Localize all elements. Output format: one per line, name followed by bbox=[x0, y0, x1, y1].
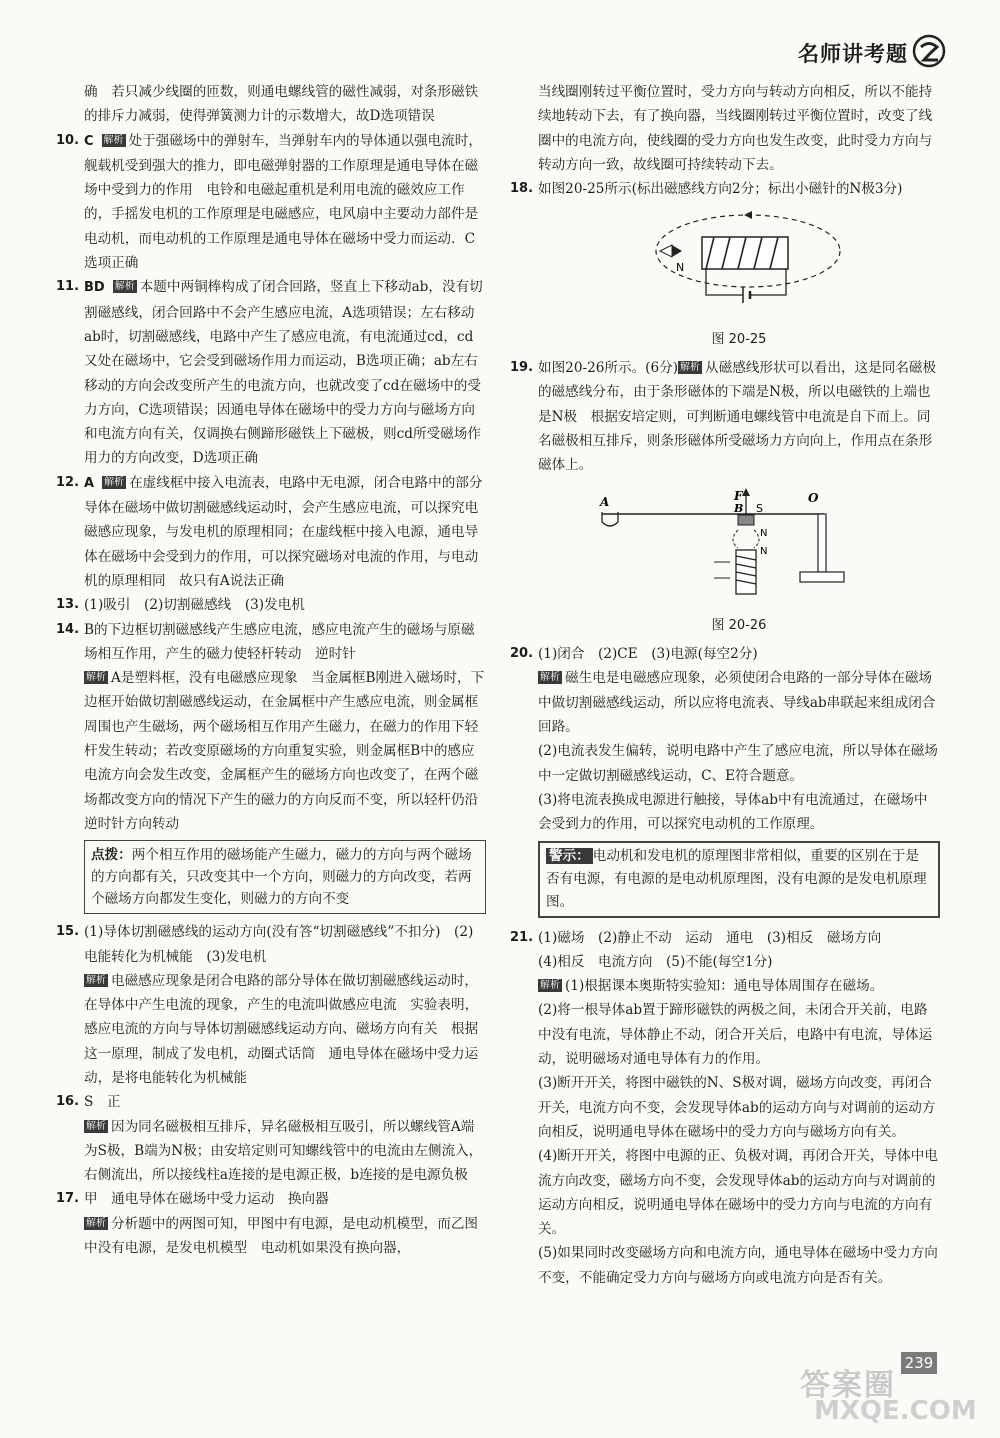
watermark-logo: 答案圈 bbox=[800, 1368, 896, 1403]
analysis-tag: 解析 bbox=[86, 974, 106, 986]
header-title: 名师讲考题 bbox=[798, 42, 908, 66]
analysis-text: A是塑料框，没有电磁感应现象 当金属框B刚进入磁场时，下边框开始做切割磁感线运动，在金属框中产生感应电流，则金属框周围也产生磁场，两个磁场相互作用产生磁力，在磁力的作用下轻杆发生转动；若改变原磁场的方向重复实验，则金属框B中的感应电流方向会发生改变，金属框产生的磁场方向也改变了，在两个磁场都改变方向的情况下产生的磁力的方向反而不变，所以轻杆仍沿逆时针方向转动 bbox=[84, 670, 485, 832]
answer-item-12: 12. A 解析 在虚线框中接入电流表，电路中无电源，闭合电路中的部分导体在磁场中做切割磁感线运动时，会产生感应电流，可以探究电磁感应现象，与发电机的原理相同；在虚线框中接入电源，通电导体在磁场中会受到力的作用，可以探究磁场对电流的作用，与电动机的原理相同 故只有A说法正确 bbox=[56, 474, 483, 589]
analysis-tag: 解析 bbox=[86, 1120, 106, 1132]
lever-magnet-diagram bbox=[538, 484, 938, 606]
answer-choice: C bbox=[84, 133, 94, 149]
answer-21-line2: (4)相反 电流方向 (5)不能(每空1分) bbox=[538, 953, 773, 970]
label-a: A bbox=[600, 494, 610, 509]
warning-label: 警示： bbox=[546, 848, 593, 864]
label-b: B bbox=[734, 501, 744, 515]
label-n-bottom: N bbox=[760, 545, 768, 557]
page-number: 239 bbox=[901, 1352, 937, 1374]
analysis-21-p2: (2)将一根导体ab置于蹄形磁铁的两极之间，未闭合开关前，电路中没有电流，导体静止不动，闭合开关后，电路中有电流，导体运动，说明磁场对通电导体有力的作用。 bbox=[538, 1002, 933, 1068]
analysis-21-p1: 解析 (1)根据课本奥斯特实验知：通电导体周围存在磁场。 bbox=[540, 978, 884, 995]
analysis-text: 本题中两铜棒构成了闭合回路，竖直上下移动ab，没有切割磁感线，闭合回路中不会产生感应电流，A选项错误；左右移动ab时，切割磁感线，电路中产生了感应电流，有电流通过cd，cd又处在磁场中，它会受到磁场作用力而运动，B选项正确；ab左右移动的方向会改变所产生的电流方向，也就改变了cd在磁场中的受力方向，C选项错误；因通电导体在磁场中的受力方向与磁场方向和电流方向有关，仅调换右侧蹄形磁铁上下磁极，则cd所受磁场作用力的方向改变，D选项正确 bbox=[84, 279, 483, 467]
watermark-url: MXQE.COM bbox=[814, 1396, 977, 1426]
analysis-21-p4: (4)断开开关，将图中电源的正、负极对调，再闭合开关，导体中电流方向改变，磁场方向不变，会发现导体ab的运动方向与对调前的运动方向相反，说明通电导体在磁场中的受力方向与电流的方向有关。 bbox=[538, 1148, 938, 1238]
answer-choice: BD bbox=[84, 280, 105, 296]
tip-box bbox=[84, 840, 486, 914]
answer-item-10: 10. C 解析 处于强磁场中的弹射车，当弹射车内的导体通以强电流时，舰载机受到强大的推力，即电磁弹射器的工作原理是通电导体在磁场中受到力的作用 电铃和电磁起重机是利用电流的磁效应工作的，手摇发电机的工作原理是电磁感应，电风扇中主要动力部件是电动机，而电动机的工作原理是通电导体在磁场中受力而运动．C选项正确 bbox=[56, 132, 482, 272]
label-s: S bbox=[756, 501, 763, 515]
label-o: O bbox=[808, 490, 819, 505]
label-f: F bbox=[734, 488, 743, 503]
analysis-text: 因为同名磁极相互排斥，异名磁极相互吸引，所以螺线管A端为S极，B端为N极；由安培定则可知螺线管中的电流由左侧流入，右侧流出，所以接线柱a连接的是电源正极，b连接的是电源负极 bbox=[84, 1118, 483, 1184]
answer-text: 甲 通电导体在磁场中受力运动 换向器 bbox=[84, 1191, 329, 1208]
field-arrow-icon bbox=[744, 211, 752, 219]
analysis-16 bbox=[56, 1115, 486, 1188]
answer-item-21: 21. (1)磁场 (2)静止不动 运动 通电 (3)相反 磁场方向 bbox=[510, 929, 882, 946]
answer-text: (1)吸引 (2)切割磁感线 (3)发电机 bbox=[84, 597, 305, 614]
answer-text: (1)导体切割磁感线的运动方向(没有答“切割磁感线”不扣分) (2)电能转化为机械能 (3)发电机 bbox=[84, 924, 474, 965]
analysis-tag: 解析 bbox=[680, 362, 701, 374]
analysis-17-continued: 当线圈刚转过平衡位置时，受力方向与转动方向相反，所以不能持续地转动下去，有了换向器，当线圈刚转过平衡位置时，改变了线圈中的电流方向，使线圈的受力方向也发生改变，此时受力方向与转动方向一致，故线圈可持续转动下去。 bbox=[538, 84, 933, 173]
answer-item-14: 14. B的下边框切割磁感线产生感应电流，感应电流产生的磁场与原磁场相互作用，产生的磁力使轻杆转动 逆时针 bbox=[56, 621, 475, 662]
analysis-tag: 解析 bbox=[86, 672, 106, 684]
answer-item-19: 19. 如图20-26所示。(6分) 解析 从磁感线形状可以看出，这是同名磁极的磁感线分布，由于条形磁体的下端是N极，所以电磁铁的上端也是N极 根据安培定则，可判断通电螺线管中电流是自下而上。同名磁极相互排斥，则条形磁体所受磁场力方向向上，作用点在条形磁体上。 bbox=[510, 360, 937, 474]
tip-text: 两个相互作用的磁场能产生磁力，磁力的方向与两个磁场的方向都有关，只改变其中一个方向，则磁力的方向改变，若两个磁场方向都发生变化，则磁力的方向不变 bbox=[91, 847, 472, 908]
analysis-text: 电磁感应现象是闭合电路的部分导体在做切割磁感线运动时，在导体中产生电流的现象，产生的电流叫做感应电流 实验表明，感应电流的方向与导体切割磁感线运动方向、磁场方向有关 根据这一原理，制成了发电机，动圈式话筒 通电导体在磁场中受力运动，是将电能转化为机械能 bbox=[84, 972, 479, 1086]
warning-text: 电动机和发电机的原理图非常相似，重要的区别在于是否有电源，有电源的是电动机原理图，没有电源的是发电机原理图。 bbox=[546, 847, 927, 910]
analysis-tag: 解析 bbox=[114, 281, 135, 293]
analysis-text: 在虚线框中接入电流表，电路中无电源，闭合电路中的部分导体在磁场中做切割磁感线运动时，会产生感应电流，可以探究电磁感应现象，与发电机的原理相同；在虚线框中接入电源，通电导体在磁场中会受到力的作用，可以探究磁场对电流的作用，与电动机的原理相同 故只有A说法正确 bbox=[84, 474, 483, 589]
analysis-tag: 解析 bbox=[103, 134, 124, 146]
analysis-21-p3: (3)断开开关，将图中磁铁的N、S极对调，磁场方向改变，再闭合开关，电流方向不变，会发现导体ab的运动方向与对调前的运动方向相反，说明通电导体在磁场中的受力方向与磁场方向有关。 bbox=[538, 1075, 936, 1140]
needle-n-label: N bbox=[676, 261, 685, 275]
analysis-14 bbox=[56, 666, 486, 836]
left-column bbox=[56, 80, 486, 1260]
answer-item-16: 16. S 正 bbox=[56, 1094, 121, 1111]
answer-text: 如图20-26所示。(6分) bbox=[538, 360, 679, 377]
tip-label: 点拨： bbox=[91, 847, 132, 864]
analysis-20-p1: 解析 磁生电是电磁感应现象，必须使闭合电路的一部分导体在磁场中做切割磁感线运动，所以应将电流表、导线ab串联起来组成闭合回路。 bbox=[538, 670, 936, 736]
answer-item-20: 20. (1)闭合 (2)CE (3)电源(每空2分) bbox=[510, 646, 758, 663]
figure-20-25 bbox=[538, 207, 940, 352]
answer-text: (1)闭合 (2)CE (3)电源(每空2分) bbox=[538, 646, 758, 663]
solenoid-diagram bbox=[538, 207, 938, 319]
answer-text: 如图20-25所示(标出磁感线方向2分；标出小磁针的N极3分) bbox=[538, 181, 903, 198]
right-column bbox=[510, 80, 940, 1290]
compass-needle-icon bbox=[660, 245, 672, 257]
analysis-tag: 解析 bbox=[540, 672, 560, 684]
analysis-21-p5: (5)如果同时改变磁场方向和电流方向，通电导体在磁场中受力方向不变，不能确定受力方向与磁场方向或电流方向是否有关。 bbox=[538, 1245, 938, 1286]
figure-caption-20-25: 图 20-25 bbox=[711, 331, 767, 347]
book-logo-icon bbox=[912, 34, 946, 68]
figure-caption-20-26: 图 20-26 bbox=[711, 617, 767, 633]
warning-box bbox=[538, 841, 940, 918]
answer-item-11: 11. BD 解析 本题中两铜棒构成了闭合回路，竖直上下移动ab，没有切割磁感线，闭合回路中不会产生感应电流，A选项错误；左右移动ab时，切割磁感线，电路中产生了感应电流，有电流通过cd，cd又处在磁场中，它会受到磁场作用力而运动，B选项正确；ab左右移动的方向会改变所产生的电流方向，也就改变了cd在磁场中的受力方向，C选项错误；因通电导体在磁场中的受力方向与磁场方向和电流方向有关，仅调换右侧蹄形磁铁上下磁极，则cd所受磁场作用力的方向改变，D选项正确 bbox=[56, 279, 483, 467]
label-n-top: N bbox=[760, 527, 768, 539]
analysis-tag: 解析 bbox=[104, 476, 125, 488]
answer-text: B的下边框切割磁感线产生感应电流，感应电流产生的磁场与原磁场相互作用，产生的磁力使轻杆转动 逆时针 bbox=[84, 621, 475, 662]
analysis-text: 处于强磁场中的弹射车，当弹射车内的导体通以强电流时，舰载机受到强大的推力，即电磁弹射器的工作原理是通电导体在磁场中受到力的作用 电铃和电磁起重机是利用电流的磁效应工作的，手摇发电机的工作原理是电磁感应，电风扇中主要动力部件是电动机，而电动机的工作原理是通电导体在磁场中受力而运动．C选项正确 bbox=[84, 132, 482, 272]
analysis-tag: 解析 bbox=[86, 1217, 106, 1229]
page-header bbox=[0, 30, 1000, 80]
analysis-17 bbox=[56, 1212, 486, 1261]
analysis-15 bbox=[56, 969, 486, 1090]
intro-paragraph: 确 若只减少线圈的匝数，则通电螺线管的磁性减弱，对条形磁铁的排斥力减弱，使得弹簧测力计的示数增大，故D选项错误 bbox=[84, 84, 479, 125]
analysis-20-p3: (3)将电流表换成电源进行触接，导体ab中有电流通过，在磁场中会受到力的作用，可以探究电动机的工作原理。 bbox=[538, 791, 928, 833]
analysis-text: 分析题中的两图可知，甲图中有电源，是电动机模型，而乙图中没有电源，是发电机模型 电动机如果没有换向器， bbox=[84, 1215, 479, 1257]
answer-choice: A bbox=[84, 475, 95, 491]
answer-text: S 正 bbox=[84, 1094, 121, 1111]
answer-text: (1)磁场 (2)静止不动 运动 通电 (3)相反 磁场方向 bbox=[538, 929, 882, 946]
answer-item-13: 13. (1)吸引 (2)切割磁感线 (3)发电机 bbox=[56, 597, 305, 614]
analysis-20-p2: (2)电流表发生偏转，说明电路中产生了感应电流，所以导体在磁场中一定做切割磁感线运动，C、E符合题意。 bbox=[538, 743, 938, 784]
analysis-text: 从磁感线形状可以看出，这是同名磁极的磁感线分布，由于条形磁体的下端是N极，所以电磁铁的上端也是N极 根据安培定则，可判断通电螺线管中电流是自下而上。同名磁极相互排斥，则条形磁体所受磁场力方向向上，作用点在条形磁体上。 bbox=[538, 360, 937, 474]
answer-item-18: 18. 如图20-25所示(标出磁感线方向2分；标出小磁针的N极3分) bbox=[510, 181, 903, 198]
figure-20-26 bbox=[538, 484, 940, 639]
analysis-tag: 解析 bbox=[540, 980, 560, 992]
answer-item-17: 17. 甲 通电导体在磁场中受力运动 换向器 bbox=[56, 1191, 329, 1208]
answer-item-15: 15. (1)导体切割磁感线的运动方向(没有答“切割磁感线”不扣分) (2)电能转化为机械能 (3)发电机 bbox=[56, 924, 474, 965]
force-arrow-icon bbox=[742, 488, 750, 496]
